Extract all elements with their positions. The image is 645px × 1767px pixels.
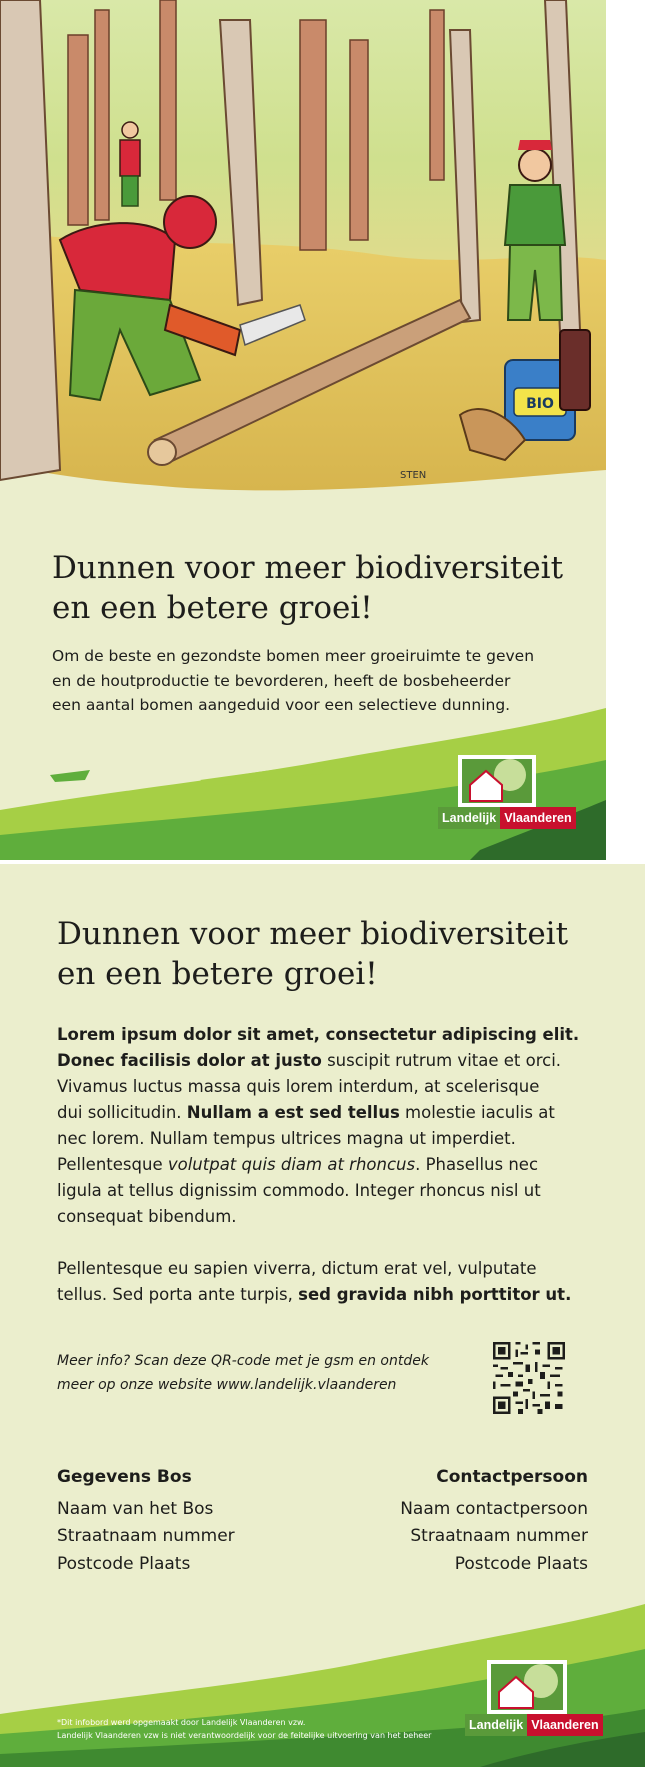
p1-line-8: consequat bibendum. (57, 1207, 237, 1226)
logo-word-landelijk: Landelijk (438, 807, 500, 829)
forest-details-heading: Gegevens Bos (57, 1467, 192, 1487)
back-panel (0, 864, 645, 1767)
forest-postcode: Postcode Plaats (57, 1553, 191, 1574)
contact-details (328, 1464, 588, 1578)
intro-line-1: Om de beste en gezondste bomen meer groeiruimte te geven (52, 647, 535, 665)
front-title-line-2: en een betere groei! (52, 590, 373, 626)
p1-line-4-rest: molestie iaculis at (399, 1103, 555, 1122)
contact-postcode: Postcode Plaats (454, 1553, 588, 1574)
body-paragraph-1 (57, 1022, 587, 1230)
p1-line-5: nec lorem. Nullam tempus ultrices magna ut imperdiet. (57, 1129, 516, 1148)
forest-details (57, 1464, 317, 1578)
logo-house-tree-icon (465, 1660, 590, 1714)
p1-line-2-bold: Donec facilisis dolor at justo (57, 1051, 322, 1070)
front-title-line-1: Dunnen voor meer biodiversiteit (52, 550, 564, 586)
body-paragraph-2 (57, 1256, 587, 1308)
p2-line-1: Pellentesque eu sapien viverra, dictum erat vel, vulputate (57, 1259, 537, 1278)
disclaimer-line-1: *Dit infobord werd opgemaakt door Landelijk Vlaanderen vzw. (57, 1718, 306, 1727)
front-logo (438, 755, 572, 829)
qr-info-line-1: Meer info? Scan deze QR-code met je gsm en ontdek (57, 1353, 429, 1369)
artist-signature: STEN (400, 470, 427, 481)
back-title-line-2: en een betere groei! (57, 956, 378, 992)
p1-line-6-start: Pellentesque (57, 1155, 168, 1174)
qr-info-text (57, 1349, 437, 1397)
qr-code[interactable] (493, 1342, 565, 1414)
disclaimer-line-2: Landelijk Vlaanderen vzw is niet verantwoordelijk voor de feitelijke uitvoering van het beheer (57, 1731, 432, 1740)
front-panel (0, 0, 606, 860)
forest-street: Straatnaam nummer (57, 1526, 235, 1546)
back-logo (465, 1660, 599, 1736)
front-title (52, 548, 572, 628)
background-worker (120, 122, 140, 206)
logo-word-vlaanderen: Vlaanderen (500, 807, 575, 829)
p1-line-3: Vivamus luctus massa quis lorem interdum, at scelerisque (57, 1077, 540, 1096)
back-title (57, 914, 617, 994)
p1-line-1: Lorem ipsum dolor sit amet, consectetur adipiscing elit. (57, 1025, 580, 1044)
p2-line-2-start: tellus. Sed porta ante turpis, (57, 1285, 299, 1304)
contact-street: Straatnaam nummer (410, 1526, 588, 1546)
p1-line-4-bold: Nullam a est sed tellus (186, 1103, 400, 1122)
intro-line-2: en de houtproductie te bevorderen, heeft de bosbeheerder (52, 671, 511, 690)
intro-line-3: een aantal bomen aangeduid voor een selectieve dunning. (52, 696, 511, 714)
logo-word-landelijk: Landelijk (465, 1714, 527, 1736)
logo-wordmark (465, 1714, 603, 1736)
back-title-line-1: Dunnen voor meer biodiversiteit (57, 916, 569, 952)
disclaimer (57, 1716, 431, 1742)
p1-line-2-rest: suscipit rutrum vitae et orci. (321, 1051, 562, 1070)
contact-details-heading: Contactpersoon (436, 1467, 588, 1487)
contact-name: Naam contactpersoon (400, 1498, 588, 1519)
p1-line-6-italic: volutpat quis diam at rhoncus (167, 1155, 416, 1174)
qr-info-line-2: meer op onze website www.landelijk.vlaanderen (57, 1377, 397, 1393)
p1-line-6-rest: . Phasellus nec (415, 1155, 539, 1174)
logo-word-vlaanderen: Vlaanderen (527, 1714, 602, 1736)
logo-wordmark (438, 807, 576, 829)
bio-label: BIO (526, 396, 554, 412)
logo-house-tree-icon (438, 755, 556, 807)
forest-thinning-illustration (0, 0, 606, 500)
p1-line-7: ligula at tellus dignissim commodo. Integer rhoncus nisl ut (57, 1181, 541, 1200)
forest-name: Naam van het Bos (57, 1498, 214, 1519)
p2-line-2-bold: sed gravida nibh porttitor ut. (298, 1285, 572, 1304)
p1-line-4-start: dui sollicitudin. (57, 1103, 187, 1122)
